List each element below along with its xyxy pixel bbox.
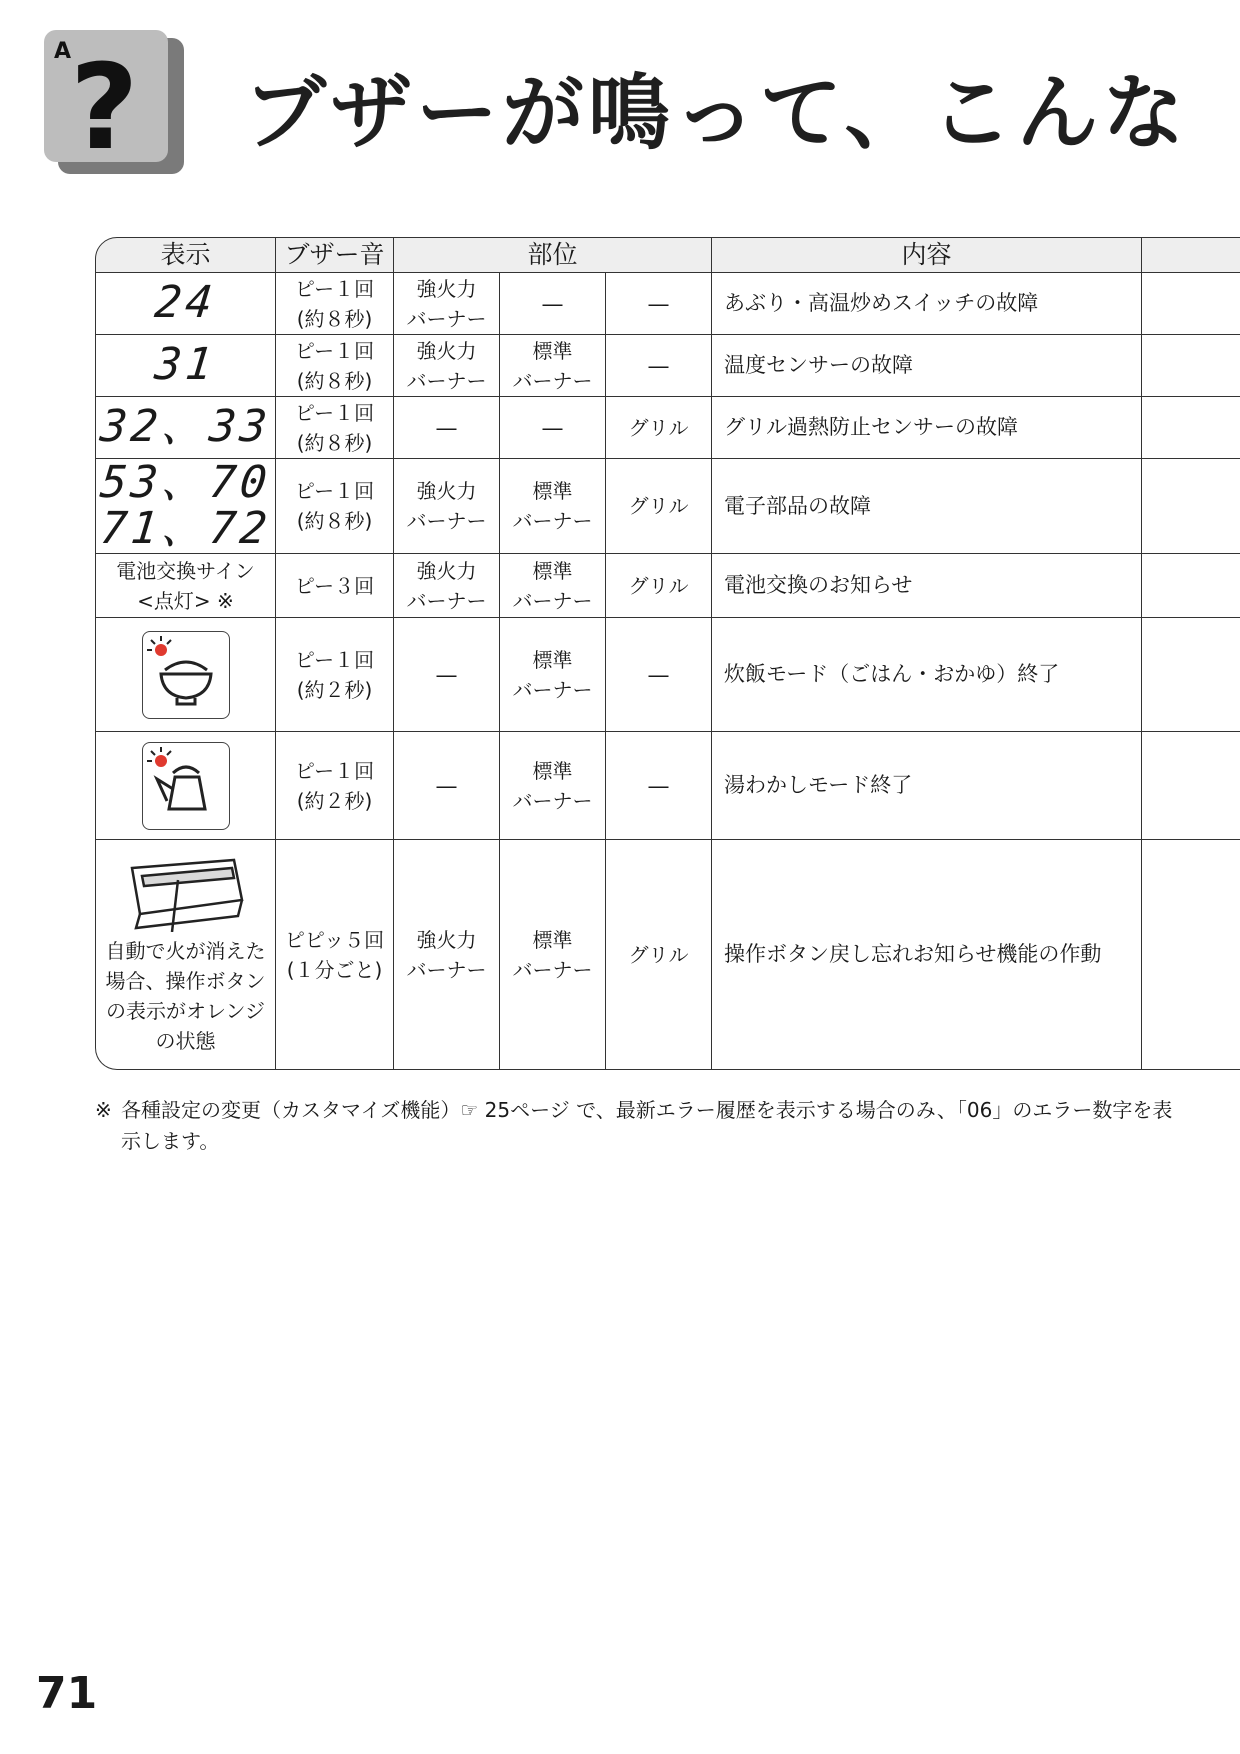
footnote: [95, 1095, 1175, 1157]
buzzer-duration: (１分ごと): [286, 957, 383, 982]
buzzer-text: ピー１回: [294, 400, 375, 425]
content-text: 温度センサーの故障: [712, 335, 1142, 397]
error-code: 31: [152, 339, 219, 391]
part3-text: ―: [648, 291, 669, 316]
table-row: [95, 840, 1240, 1070]
part3-text: ―: [648, 773, 669, 798]
header-display: 表示: [95, 237, 276, 273]
error-code: 53、70: [97, 456, 274, 508]
header-extra: [1142, 237, 1240, 273]
rice-bowl-icon: [142, 631, 230, 719]
table-row: [95, 273, 1240, 335]
kettle-icon: [142, 742, 230, 830]
part2-text: 標準: [532, 558, 573, 583]
buzzer-duration: (約２秒): [296, 677, 373, 702]
part2-text: バーナー: [512, 957, 593, 982]
header-content: 内容: [712, 237, 1142, 273]
buzzer-text: ピー１回: [294, 338, 375, 363]
buzzer-duration: (約８秒): [296, 306, 373, 331]
content-text: 電池交換のお知らせ: [712, 554, 1142, 618]
display-text: の表示がオレンジ: [106, 998, 265, 1023]
operation-button-icon: [124, 854, 248, 932]
part2-text: バーナー: [512, 788, 593, 813]
content-text: 電子部品の故障: [712, 459, 1142, 554]
buzzer-duration: (約２秒): [296, 788, 373, 813]
error-code: 71、72: [97, 503, 274, 554]
content-text: グリル過熱防止センサーの故障: [712, 397, 1142, 459]
part2-text: ―: [542, 415, 563, 440]
display-text: 電池交換サイン: [116, 558, 255, 583]
part2-text: 標準: [532, 927, 573, 952]
part1-text: 強火力: [416, 338, 477, 363]
buzzer-table: [95, 237, 1240, 1070]
part3-text: グリル: [628, 415, 689, 440]
part2-text: 標準: [532, 647, 573, 672]
content-text: 湯わかしモード終了: [712, 732, 1142, 840]
part1-text: 強火力: [416, 558, 477, 583]
badge-letter: A: [54, 39, 72, 64]
part1-text: ―: [436, 773, 457, 798]
table-row: [95, 397, 1240, 459]
page-number: 71: [36, 1668, 98, 1719]
part2-text: バーナー: [512, 677, 593, 702]
header-buzzer: ブザー音: [276, 237, 394, 273]
part3-text: グリル: [628, 573, 689, 598]
table-row: [95, 554, 1240, 618]
table-row: [95, 459, 1240, 554]
buzzer-duration: (約８秒): [296, 509, 373, 533]
buzzer-duration: (約８秒): [296, 368, 373, 393]
part2-text: 標準: [532, 479, 573, 503]
part1-text: バーナー: [406, 509, 487, 533]
table-row: [95, 335, 1240, 397]
buzzer-text: ピー１回: [294, 647, 375, 672]
buzzer-text: ピピッ５回: [284, 927, 385, 952]
error-code: 32、33: [97, 401, 274, 453]
display-text: <点灯> ※: [137, 588, 234, 613]
qa-badge-icon: [44, 30, 188, 180]
content-text: 炊飯モード（ごはん・おかゆ）終了: [712, 618, 1142, 732]
part1-text: 強火力: [416, 479, 477, 503]
part1-text: ―: [436, 662, 457, 687]
content-text: あぶり・高温炒めスイッチの故障: [712, 273, 1142, 335]
part1-text: 強火力: [416, 276, 477, 301]
buzzer-text: ピー１回: [294, 276, 375, 301]
buzzer-duration: (約８秒): [296, 430, 373, 455]
buzzer-text: ピー１回: [294, 479, 375, 503]
display-text: の状態: [155, 1028, 216, 1053]
part1-text: バーナー: [406, 306, 487, 331]
part1-text: ―: [436, 415, 457, 440]
display-text: 場合、操作ボタン: [105, 968, 266, 993]
table-row: [95, 732, 1240, 840]
part2-text: ―: [542, 291, 563, 316]
part3-text: ―: [648, 662, 669, 687]
content-text: 操作ボタン戻し忘れお知らせ機能の作動: [712, 840, 1142, 1070]
part3-text: ―: [648, 353, 669, 378]
part3-text: グリル: [628, 494, 689, 518]
part2-text: バーナー: [512, 588, 593, 613]
part2-text: 標準: [532, 338, 573, 363]
part2-text: バーナー: [512, 509, 593, 533]
part3-text: グリル: [628, 942, 689, 967]
buzzer-text: ピー１回: [294, 758, 375, 783]
part1-text: バーナー: [406, 368, 487, 393]
footnote-text: 各種設定の変更（カスタマイズ機能）☞ 25ページ で、最新エラー履歴を表示する場合のみ、「06」のエラー数字を表示します。: [121, 1098, 1173, 1153]
error-code: 24: [152, 277, 219, 329]
part2-text: バーナー: [512, 368, 593, 393]
part1-text: バーナー: [406, 957, 487, 982]
part1-text: バーナー: [406, 588, 487, 613]
part1-text: 強火力: [416, 927, 477, 952]
page-title: ブザーが鳴って、こんな: [244, 65, 1189, 161]
header-part: 部位: [394, 237, 712, 273]
badge-question-mark: ?: [70, 38, 139, 176]
display-text: 自動で火が消えた: [105, 938, 266, 963]
table-row: [95, 618, 1240, 732]
part2-text: 標準: [532, 758, 573, 783]
buzzer-text: ピー３回: [294, 573, 375, 598]
footnote-mark: ※: [95, 1098, 112, 1122]
